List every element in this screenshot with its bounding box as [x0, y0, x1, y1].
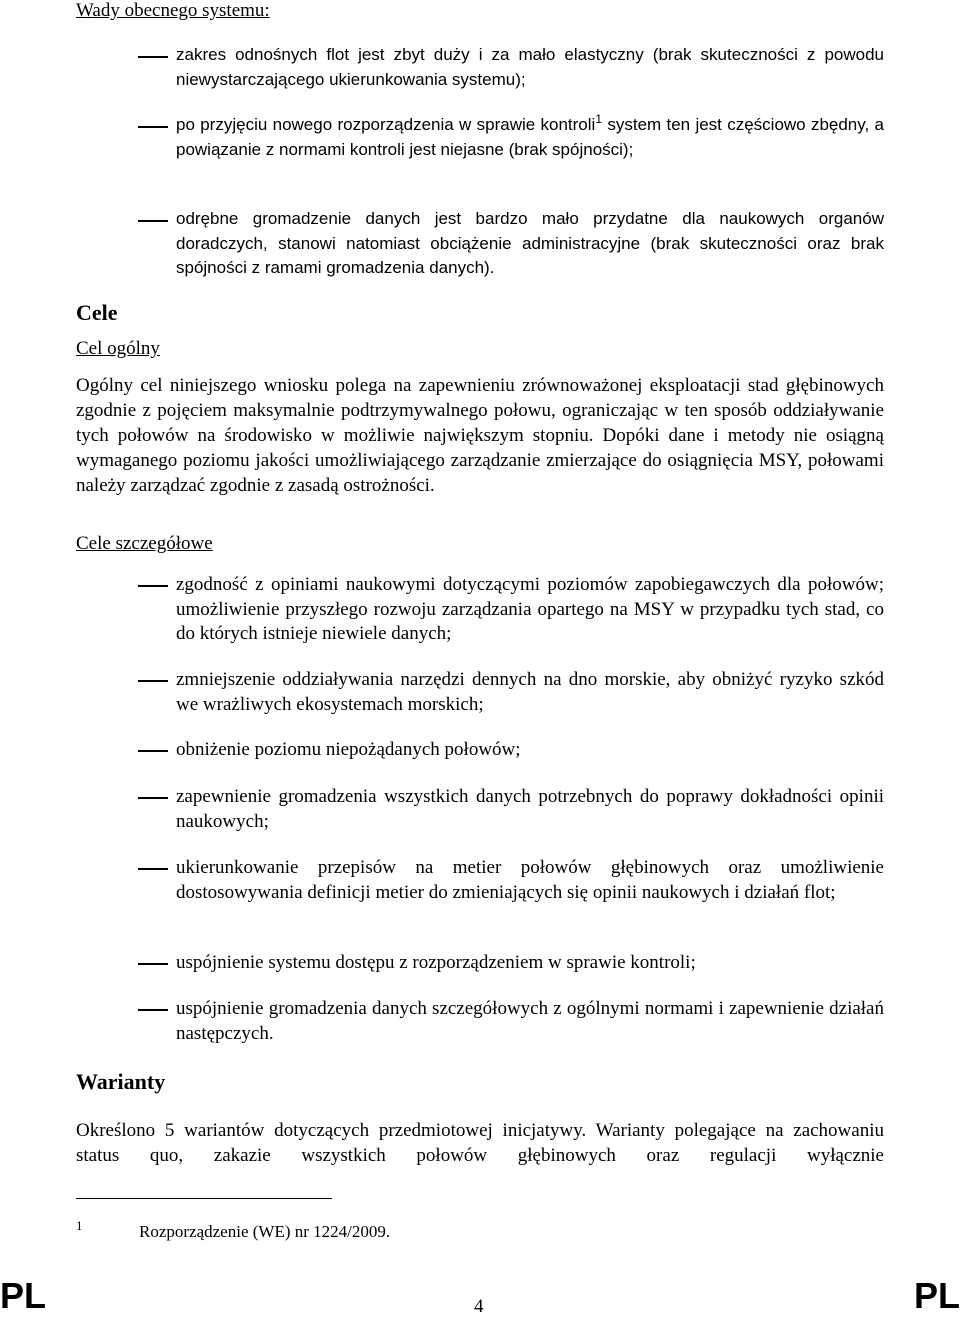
list-item-rest: system ten jest częściowo zbędny, a powiązanie z normami kontroli jest niejasne (brak spójności); [176, 115, 884, 159]
list-item: ukierunkowanie przepisów na metier połowów głębinowych oraz umożliwienie dostosowywania definicji metier do zmieniających się opinii naukowych i działań flot; [176, 857, 884, 903]
section-title-cele: Cele [76, 300, 118, 325]
subsection-title-cel-ogolny: Cel ogólny [76, 338, 160, 359]
list-dash [138, 868, 168, 870]
footer-language-right: PL [913, 1275, 960, 1316]
list-item: uspójnienie systemu dostępu z rozporządzeniem w sprawie kontroli; [176, 952, 696, 973]
list-item: zgodność z opiniami naukowymi dotyczącymi poziomów zapobiegawczych dla połowów; umożliwienie przyszłego rozwoju zarządzania opartego na MSY w przypadku tych stad, co do których istnieje niewiele danych; [176, 574, 884, 644]
list-dash [138, 963, 168, 965]
list-dash [138, 1009, 168, 1011]
general-objective-text: Ogólny cel niniejszego wniosku polega na zapewnieniu zrównoważonej eksploatacji stad głębinowych zgodnie z pojęciem maksymalnie podtrzymywalnego połowu, ograniczając w ten sposób oddziaływanie tych połowów na środowisko w możliwie największym stopniu. Dopóki dane i metody nie osiągną wymaganego poziomu jakości umożliwiającego zarządzanie zmierzające do osiągnięcia MSY, połowami należy zarządzać zgodnie z zasadą ostrożności. [76, 375, 884, 496]
list-item: zapewnienie gromadzenia wszystkich danych potrzebnych do poprawy dokładności opinii naukowych; [176, 786, 884, 832]
footnote-ref: 1 [595, 112, 603, 126]
section-title-wady: Wady obecnego systemu: [76, 0, 270, 21]
list-item [176, 113, 884, 162]
list-dash [138, 750, 168, 752]
list-item-prefix: po przyjęciu nowego rozporządzenia w sprawie kontroli [176, 115, 596, 134]
list-dash [138, 797, 168, 799]
list-item: zmniejszenie oddziaływania narzędzi dennych na dno morskie, aby obniżyć ryzyko szkód we wrażliwych ekosystemach morskich; [176, 669, 884, 715]
list-item: zakres odnośnych flot jest zbyt duży i za mało elastyczny (brak skuteczności z powodu niewystarczającego ukierunkowania systemu); [176, 45, 884, 89]
list-dash [138, 680, 168, 682]
page-number: 4 [474, 1296, 484, 1317]
footnote-text: Rozporządzenie (WE) nr 1224/2009. [139, 1222, 391, 1241]
list-dash [138, 220, 168, 222]
list-dash [138, 56, 168, 58]
footer-language-left: PL [0, 1275, 47, 1316]
variants-text: Określono 5 wariantów dotyczących przedmiotowej inicjatywy. Warianty polegające na zachowaniu status quo, zakazie wszystkich połowów głębinowych oraz regulacji wyłącznie [76, 1120, 884, 1166]
footnote-number: 1 [76, 1218, 83, 1233]
subsection-title-cele-szczegolowe: Cele szczegółowe [76, 533, 213, 554]
list-dash [138, 126, 168, 128]
list-item: uspójnienie gromadzenia danych szczegółowych z ogólnymi normami i zapewnienie działań następczych. [176, 998, 884, 1044]
list-dash [138, 585, 168, 587]
footnote-separator [76, 1198, 332, 1199]
list-item: obniżenie poziomu niepożądanych połowów; [176, 739, 521, 760]
list-item: odrębne gromadzenie danych jest bardzo mało przydatne dla naukowych organów doradczych, stanowi natomiast obciążenie administracyjne (brak skuteczności oraz brak spójności z ramami gromadzenia danych). [176, 209, 884, 277]
section-title-warianty: Warianty [76, 1069, 166, 1094]
